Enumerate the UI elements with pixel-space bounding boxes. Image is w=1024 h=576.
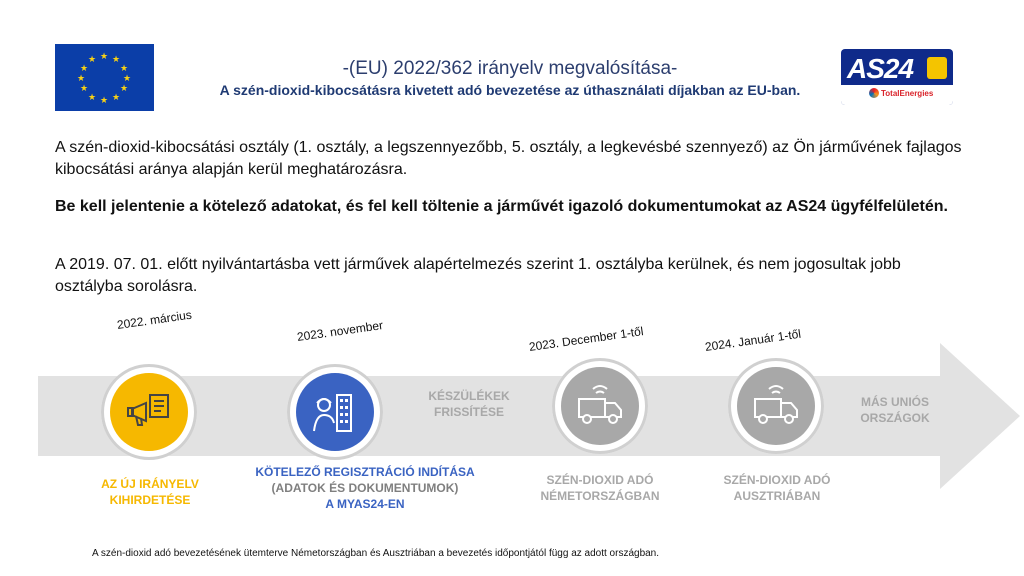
timeline-label-5-line2: AUSZTRIÁBAN: [733, 489, 821, 503]
timeline-label-3-line1: KÉSZÜLÉKEK: [428, 389, 510, 403]
timeline-label-6: [840, 394, 950, 426]
totalenergies-icon: [869, 88, 879, 98]
logo-text: AS24: [847, 53, 914, 84]
timeline-label-5-line1: SZÉN-DIOXID ADÓ: [723, 473, 831, 487]
timeline-date-2: 2023. november: [296, 318, 384, 344]
timeline-date-5: 2024. Január 1-től: [704, 326, 802, 354]
megaphone-icon: [110, 373, 188, 451]
timeline-label-2-line1: KÖTELEZŐ REGISZTRÁCIÓ INDÍTÁSA: [255, 465, 475, 479]
timeline-label-2-line3: A MYAS24-EN: [325, 497, 405, 511]
timeline-label-5: [697, 472, 857, 504]
timeline-step-4: [552, 358, 648, 454]
timeline-step-2: [287, 364, 383, 460]
timeline-label-4-line1: SZÉN-DIOXID ADÓ: [546, 473, 654, 487]
paragraph-emission-class: A szén-dioxid-kibocsátási osztály (1. osztály, a legszennyezőbb, 5. osztály, a legkevésbé szennyező) az Ön járművének fajlagos kibocsátási aránya alapján kerül meghatározásra.: [55, 139, 962, 178]
worker-building-icon: [296, 373, 374, 451]
timeline-label-1: [80, 476, 220, 508]
timeline-label-3: [404, 388, 534, 420]
timeline-date-1: 2022. március: [116, 307, 193, 332]
timeline-label-1-line1: AZ ÚJ IRÁNYELV: [101, 477, 199, 491]
timeline-label-2-line2: (ADATOK ÉS DOKUMENTUMOK): [271, 481, 459, 495]
timeline-step-5: [728, 358, 824, 454]
timeline-label-6-line2: ORSZÁGOK: [860, 411, 930, 425]
footnote: A szén-dioxid adó bevezetésének ütemterve Németországban és Ausztriában a bevezetés időpontjától függ az adott országban.: [92, 548, 660, 559]
timeline-label-6-line1: MÁS UNIÓS: [860, 395, 929, 409]
paragraph-registration: Be kell jelentenie a kötelező adatokat, és fel kell töltenie a járművét igazoló dokumentumokat az AS24 ügyfélfelületén.: [55, 198, 948, 215]
logo-subtext: TotalEnergies: [881, 89, 934, 98]
truck-logo-icon: [927, 57, 947, 79]
timeline-arrow-icon: [940, 343, 1020, 489]
truck-signal-icon: [561, 367, 639, 445]
eu-flag-icon: ★ ★ ★ ★ ★ ★ ★ ★ ★ ★ ★ ★: [55, 44, 154, 111]
timeline-label-2: [240, 464, 490, 512]
as24-logo: [841, 49, 953, 105]
page-subtitle: A szén-dioxid-kibocsátásra kivetett adó bevezetése az úthasználati díjakban az EU-ban.: [219, 82, 801, 98]
timeline-label-4: [520, 472, 680, 504]
timeline-label-1-line2: KIHIRDETÉSE: [109, 493, 191, 507]
timeline-label-3-line2: FRISSÍTÉSE: [433, 405, 504, 419]
paragraph-default-class: A 2019. 07. 01. előtt nyilvántartásba vett járművek alapértelmezés szerint 1. osztályba kerülnek, és nem jogosultak jobb osztályba sorolásra.: [55, 256, 901, 295]
timeline-label-4-line2: NÉMETORSZÁGBAN: [540, 489, 660, 503]
timeline-date-4: 2023. December 1-től: [528, 324, 645, 354]
page-title: -(EU) 2022/362 irányelv megvalósítása-: [342, 58, 678, 79]
truck-signal-icon: [737, 367, 815, 445]
timeline-step-1: [101, 364, 197, 460]
